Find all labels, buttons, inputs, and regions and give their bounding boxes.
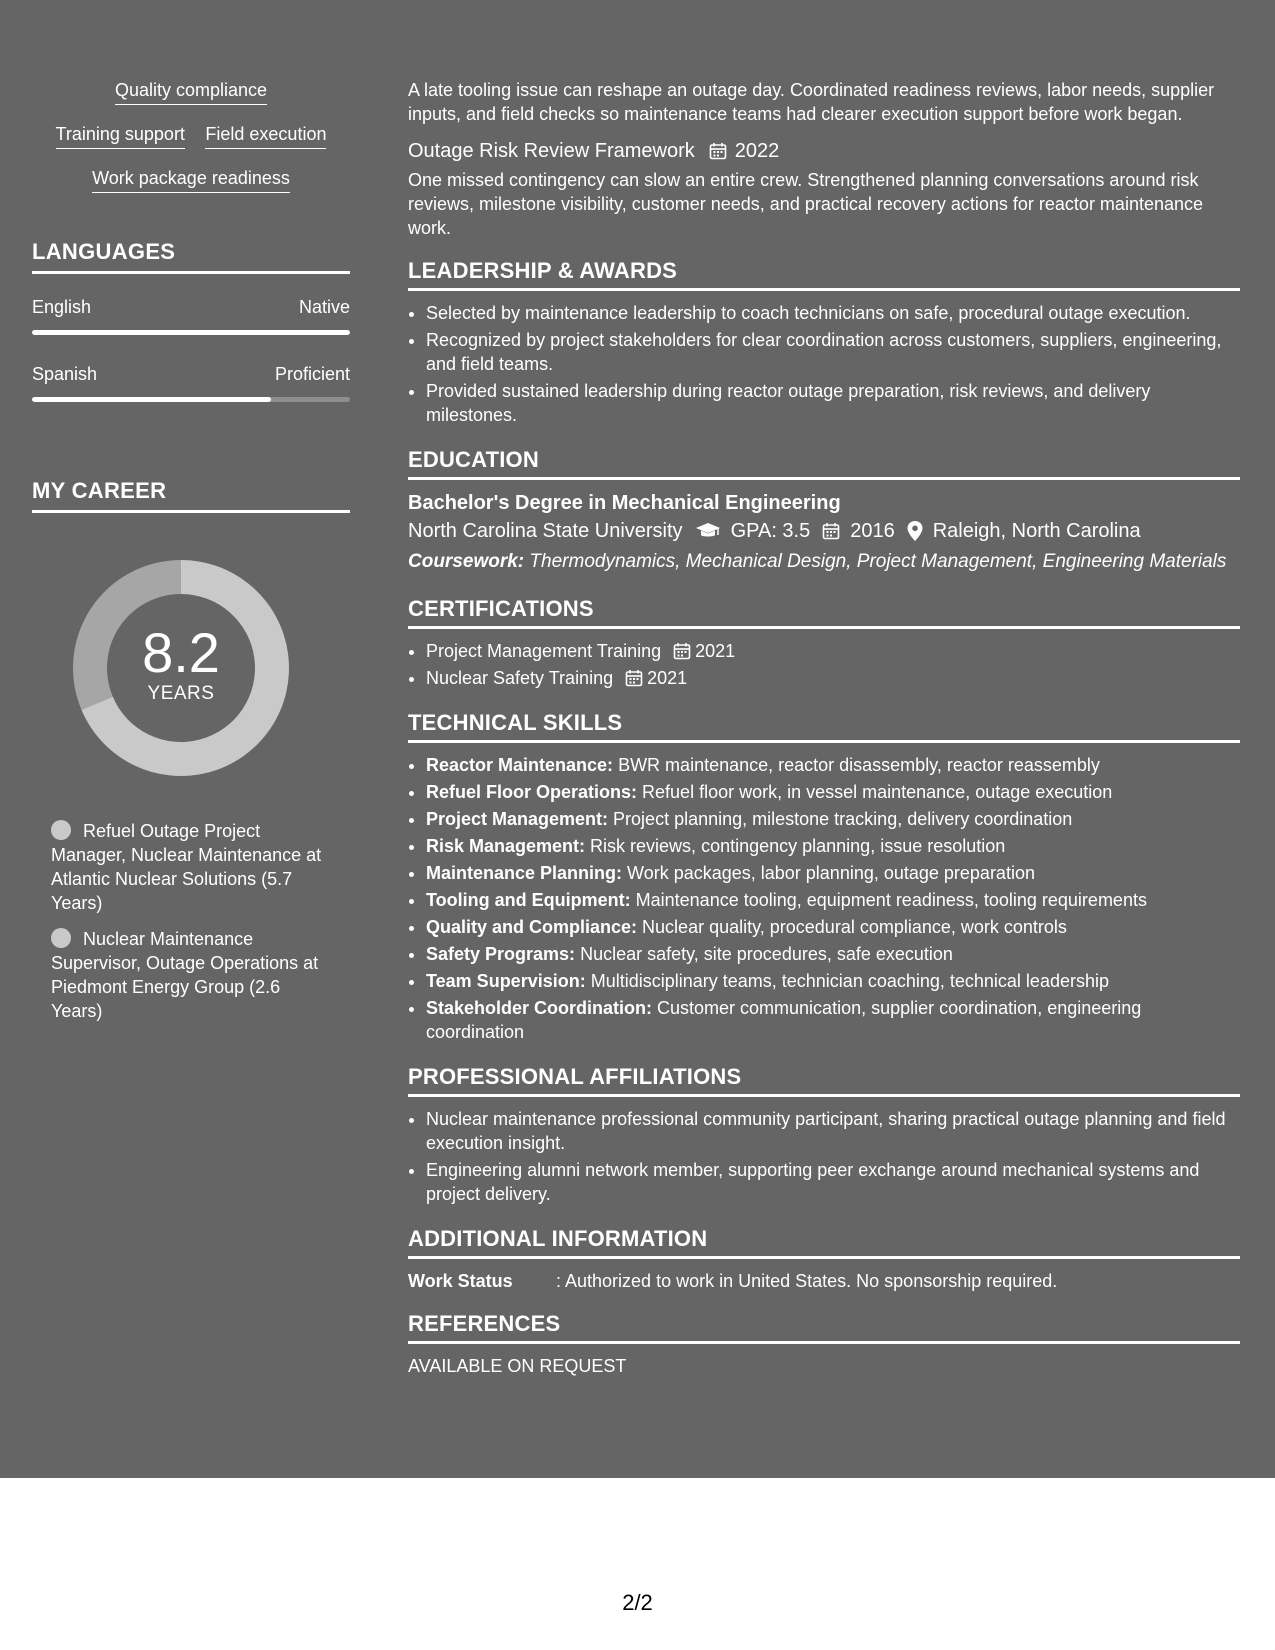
language-bar (32, 330, 350, 335)
additional-info-heading: ADDITIONAL INFORMATION (408, 1226, 1240, 1259)
skill-label: Team Supervision: (426, 971, 586, 991)
language-bar-fill (32, 330, 350, 335)
sidebar (32, 78, 350, 1035)
experience-intro: A late tooling issue can reshape an outage day. Coordinated readiness reviews, labor needs, supplier inputs, and field checks so maintenance teams had clearer execution support before work began. (408, 80, 1215, 124)
language-level: Proficient (274, 364, 350, 384)
gpa: GPA: 3.5 (730, 520, 811, 542)
career-heading: MY CAREER (32, 478, 350, 513)
coursework (408, 550, 1240, 574)
skill-tag: Quality compliance (115, 78, 267, 105)
skill-label: Quality and Compliance: (426, 917, 638, 937)
work-status-label: Work Status (408, 1271, 513, 1291)
calendar-icon (709, 142, 727, 160)
certifications-list (408, 639, 1240, 690)
degree-title: Bachelor's Degree in Mechanical Engineering (408, 492, 841, 514)
affiliations-list (408, 1107, 1240, 1206)
skill-text: Multidisciplinary teams, technician coaching, technical leadership (585, 971, 1109, 991)
list-item (426, 915, 1240, 939)
list-item: • Selected by maintenance leadership to coach technicians on safe, procedural outage execution. (426, 301, 1240, 325)
calendar-icon (822, 522, 840, 540)
language-name: English (32, 297, 92, 317)
work-status-row (408, 1269, 1240, 1293)
list-item (426, 888, 1240, 912)
certification-year: 2021 (695, 641, 736, 661)
language-bar (32, 397, 350, 402)
skill-label: Refuel Floor Operations: (426, 782, 638, 802)
list-item (426, 753, 1240, 777)
certification-year: 2021 (647, 668, 688, 688)
project-title-row (408, 138, 1240, 164)
certification-name: • Nuclear Safety Training (426, 668, 614, 688)
skill-label: Maintenance Planning: (426, 863, 623, 883)
skill-text: Refuel floor work, in vessel maintenance, outage execution (637, 782, 1113, 802)
skill-label: Project Management: (426, 809, 609, 829)
school-location: Raleigh, North Carolina (932, 520, 1141, 542)
certifications-heading: CERTIFICATIONS (408, 596, 1240, 629)
list-item (426, 834, 1240, 858)
skill-text: BWR maintenance, reactor disassembly, reactor reassembly (613, 755, 1100, 775)
language-item (32, 296, 350, 335)
project-year: 2022 (734, 140, 780, 162)
list-item (426, 780, 1240, 804)
tag-row (32, 78, 350, 105)
education-heading: EDUCATION (408, 447, 1240, 480)
list-item: • Nuclear maintenance professional community participant, sharing practical outage planning and field execution insight. (426, 1107, 1240, 1155)
main-column (408, 78, 1240, 1378)
skill-label: Reactor Maintenance: (426, 755, 614, 775)
list-item (426, 861, 1240, 885)
coursework-label: Coursework: (408, 551, 525, 572)
calendar-icon (625, 669, 643, 687)
bullet-dot-icon (51, 928, 71, 948)
skill-tag: Work package readiness (92, 166, 290, 193)
list-item: • Provided sustained leadership during reactor outage preparation, risk reviews, and delivery milestones. (426, 379, 1240, 427)
calendar-icon (673, 642, 691, 660)
work-status-value: : Authorized to work in United States. No sponsorship required. (556, 1271, 1058, 1291)
skill-tag: Training support (56, 122, 185, 149)
skill-text: Nuclear safety, site procedures, safe execution (575, 944, 953, 964)
skill-tags (32, 78, 350, 193)
tag-row (32, 122, 350, 149)
certification-name: • Project Management Training (426, 641, 662, 661)
career-total-unit: YEARS (147, 683, 215, 704)
skill-text: Risk reviews, contingency planning, issue resolution (585, 836, 1006, 856)
career-item-text: Refuel Outage Project Manager, Nuclear Maintenance at Atlantic Nuclear Solutions (5.7 Years) (51, 821, 322, 913)
language-item (32, 363, 350, 402)
references-text: AVAILABLE ON REQUEST (408, 1356, 627, 1376)
project-description: One missed contingency can slow an entire crew. Strengthened planning conversations around risk reviews, milestone visibility, customer needs, and practical recovery actions for reactor maintenance work. (408, 170, 1204, 238)
bullet-dot-icon (51, 820, 71, 840)
skill-text: Customer communication, supplier coordination, engineering coordination (426, 998, 1142, 1042)
page-number: 2/2 (622, 1590, 653, 1615)
language-name: Spanish (32, 364, 98, 384)
skill-text: Maintenance tooling, equipment readiness, tooling requirements (630, 890, 1147, 910)
career-item (51, 819, 331, 915)
list-item: • Engineering alumni network member, supporting peer exchange around mechanical systems and project delivery. (426, 1158, 1240, 1206)
list-item (426, 807, 1240, 831)
language-bar-fill (32, 397, 271, 402)
school-name: North Carolina State University (408, 520, 683, 542)
skill-label: Tooling and Equipment: (426, 890, 631, 910)
location-pin-icon (907, 521, 923, 541)
skill-text: Project planning, milestone tracking, delivery coordination (608, 809, 1073, 829)
education-meta (408, 516, 1240, 546)
list-item: • Recognized by project stakeholders for clear coordination across customers, suppliers, engineering, and field teams. (426, 328, 1240, 376)
career-item (51, 927, 331, 1023)
languages-heading: LANGUAGES (32, 239, 350, 274)
career-total-value: 8.2 (142, 621, 220, 684)
skill-label: Safety Programs: (426, 944, 576, 964)
list-item (426, 969, 1240, 993)
skill-label: Stakeholder Coordination: (426, 998, 653, 1018)
skill-text: Nuclear quality, procedural compliance, work controls (637, 917, 1067, 937)
project-title: Outage Risk Review Framework (408, 140, 695, 162)
skill-tag: Field execution (205, 122, 326, 149)
leadership-heading: LEADERSHIP & AWARDS (408, 258, 1240, 291)
list-item (426, 639, 1240, 663)
affiliations-heading: PROFESSIONAL AFFILIATIONS (408, 1064, 1240, 1097)
skill-text: Work packages, labor planning, outage preparation (622, 863, 1035, 883)
technical-skills-list (408, 753, 1240, 1044)
graduation-year: 2016 (850, 520, 895, 542)
references-heading: REFERENCES (408, 1311, 1240, 1344)
list-item (426, 942, 1240, 966)
graduation-cap-icon (695, 522, 721, 540)
coursework-list: Thermodynamics, Mechanical Design, Project Management, Engineering Materials (524, 551, 1227, 572)
technical-skills-heading: TECHNICAL SKILLS (408, 710, 1240, 743)
list-item (426, 996, 1240, 1044)
career-item-text: Nuclear Maintenance Supervisor, Outage Operations at Piedmont Energy Group (2.6 Years) (51, 929, 319, 1021)
tag-row (32, 166, 350, 193)
career-list (32, 819, 331, 1023)
list-item (426, 666, 1240, 690)
career-donut (66, 553, 296, 783)
skill-label: Risk Management: (426, 836, 586, 856)
leadership-list (408, 301, 1240, 427)
language-level: Native (298, 297, 350, 317)
